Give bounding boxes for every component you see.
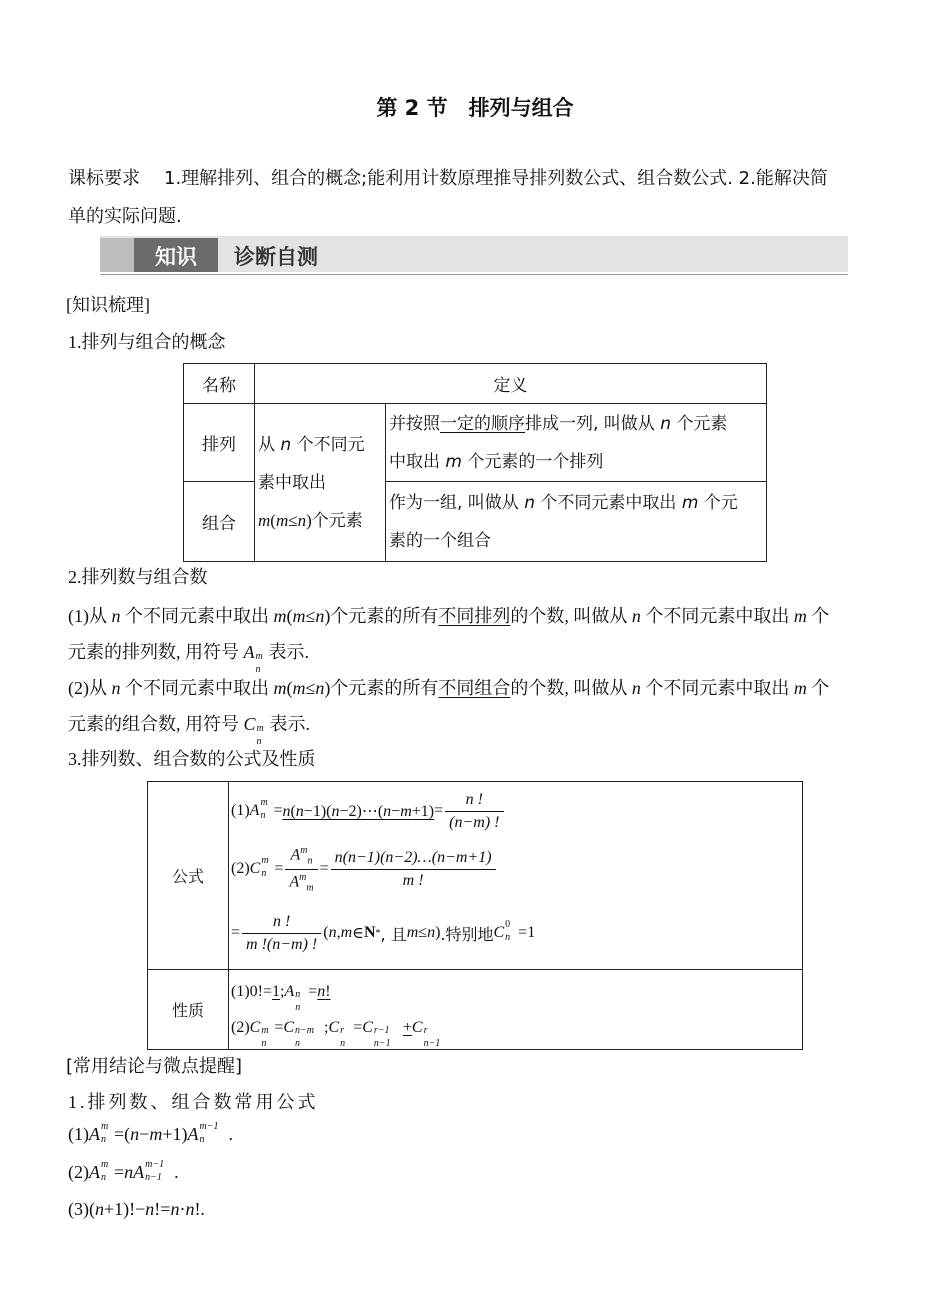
banner-tag: 知识 (155, 245, 197, 269)
property-cell (229, 970, 803, 1050)
common-formula-1: (1)A m n =(n−m+1)A m−1 n . (68, 1121, 233, 1145)
concept-table (183, 363, 767, 562)
col-name-header: 名称 (184, 364, 255, 404)
common-formula-2: (2)A m n =nA m−1 n−1 . (68, 1159, 179, 1183)
col-definition-header: 定义 (255, 364, 767, 404)
formula-label: 公式 (148, 782, 229, 970)
banner-title: 诊断自测 (234, 245, 318, 269)
common-formula-3: (3)(n+1)!−n!=n·n!. (68, 1199, 205, 1219)
formula-cell (229, 782, 803, 970)
permutation-definition: 并按照一定的顺序排成一列, 叫做从 n 个元素 中取出 m 个元素的一个排列 (386, 404, 767, 482)
page-title: 第 2 节 排列与组合 (376, 96, 574, 120)
requirement-label: 课标要求 (68, 168, 140, 189)
formula-combination-factorial: = $\frac{n !}{m !(n-m) !}$ ( n , m ∈ N * , 且 m ≤ n ) .特别地 C 0 n =1 (231, 912, 536, 953)
formula-combination: (2) C m n = $\frac{A^m_n}{A^m_m}$ = $\frac{n(n-1)(n-2)\dots(n-m+1)}{m !}$ (231, 839, 801, 899)
requirement-line1: 1.理解排列、组合的概念;能利用计数原理推导排列数公式、组合数公式. 2.能解决简 (164, 168, 828, 189)
property-1: (1)0!=1;A n n =n! (231, 982, 331, 1013)
row-permutation-label: 排列 (184, 404, 255, 482)
combination-definition: 作为一组, 叫做从 n 个不同元素中取出 m 个元 素的一个组合 (386, 482, 767, 562)
row-combination-label: 组合 (184, 482, 255, 562)
paragraph-permutation-number: (1)从 n 个不同元素中取出 m(m≤n)个元素的所有不同排列的个数, 叫做从 n 个不同元素中取出 m 个 元素的排列数, 用符号 A m n 表示. (68, 606, 830, 675)
knowledge-bracket: [知识梳理] (66, 295, 150, 315)
formula-permutation: (1) A m n = n(n−1)(n−2)⋯(n−m+1) = $\frac{n !}{(n-m) !}$ (231, 783, 801, 839)
common-section-1-heading: 1.排列数、组合数常用公式 (68, 1092, 319, 1112)
requirement-line2: 单的实际问题. (68, 206, 182, 227)
common-definition: 从 n 个不同元 素中取出 m(m≤n)个元素 (255, 404, 386, 562)
paragraph-combination-number: (2)从 n 个不同元素中取出 m(m≤n)个元素的所有不同组合的个数, 叫做从 n 个不同元素中取出 m 个 元素的组合数, 用符号 C m n 表示. (68, 678, 830, 747)
section-banner (100, 236, 848, 276)
section-2-heading: 2.排列数与组合数 (68, 567, 208, 587)
section-1-heading: 1.排列与组合的概念 (68, 332, 226, 352)
property-2: (2)C m n =C n−m n ;C r n =C r−1 n−1 +C r n−1 (231, 1018, 441, 1049)
common-bracket: [常用结论与微点提醒] (66, 1056, 243, 1077)
formula-table (147, 781, 803, 1050)
property-label: 性质 (148, 970, 229, 1050)
section-3-heading: 3.排列数、组合数的公式及性质 (68, 749, 316, 769)
